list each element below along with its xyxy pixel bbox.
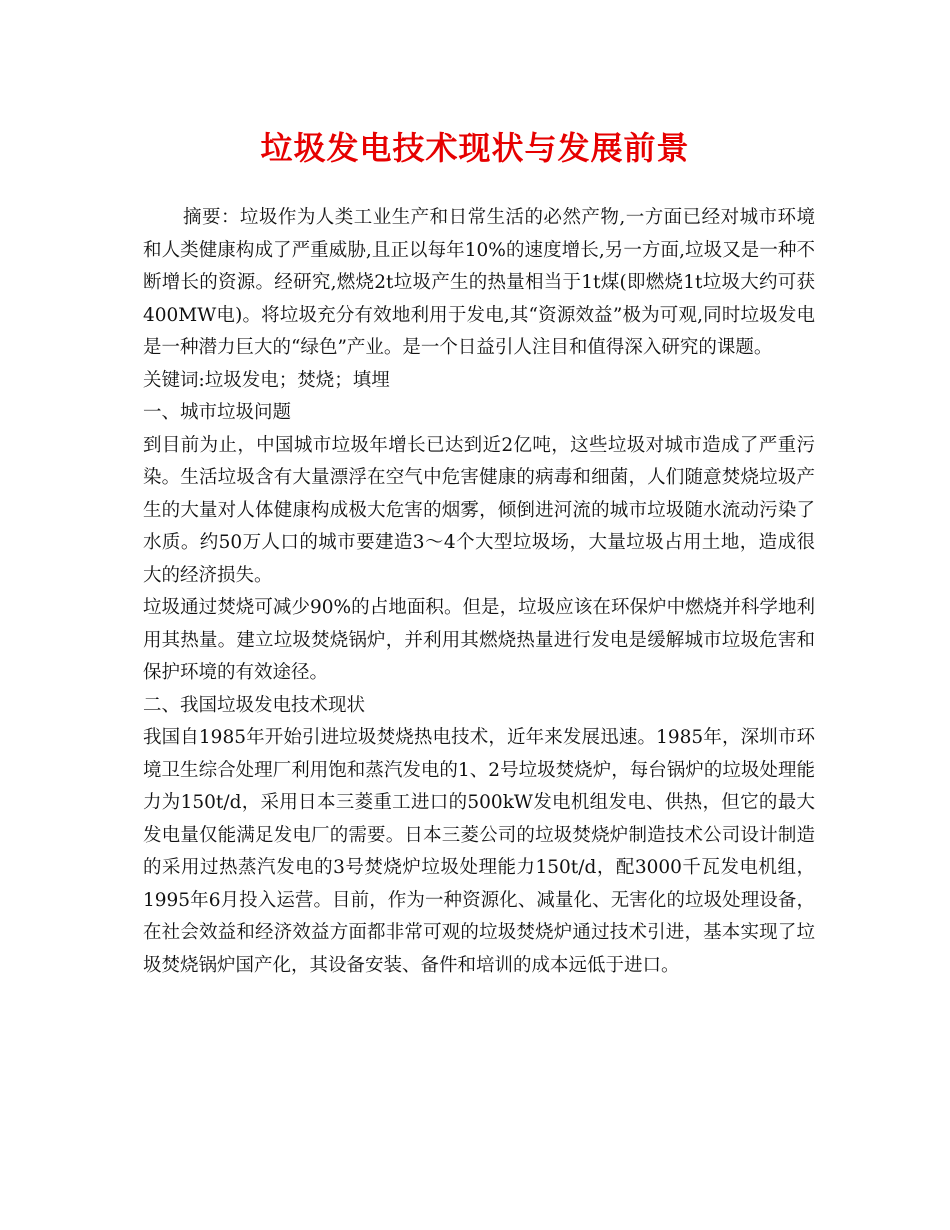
document-body: [143, 202, 815, 982]
section2-paragraph-1: 我国自1985年开始引进垃圾焚烧热电技术，近年来发展迅速。1985年，深圳市环境卫生综合处理厂利用饱和蒸汽发电的1、2号垃圾焚烧炉，每台锅炉的垃圾处理能力为150t/d，采用日本三菱重工进口的500kW发电机组发电、供热，但它的最大发电量仅能满足发电厂的需要。日本三菱公司的垃圾焚烧炉制造技术公司设计制造的采用过热蒸汽发电的3号焚烧炉垃圾处理能力150t/d，配3000千瓦发电机组，1995年6月投入运营。目前，作为一种资源化、减量化、无害化的垃圾处理设备，在社会效益和经济效益方面都非常可观的垃圾焚烧炉通过技术引进，基本实现了垃圾焚烧锅炉国产化，其设备安装、备件和培训的成本远低于进口。: [143, 727, 815, 976]
section-heading-1: 一、城市垃圾问题: [143, 402, 292, 423]
document-title: 垃圾发电技术现状与发展前景: [260, 129, 690, 167]
section-heading-2: 二、我国垃圾发电技术现状: [143, 694, 366, 716]
section1-paragraph-1: 到目前为止，中国城市垃圾年增长已达到近2亿吨，这些垃圾对城市造成了严重污染。生活垃圾含有大量漂浮在空气中危害健康的病毒和细菌，人们随意焚烧垃圾产生的大量对人体健康构成极大危害的烟雾，倾倒进河流的城市垃圾随水流动污染了水质。约50万人口的城市要建造3～4个大型垃圾场，大量垃圾占用土地，造成很大的经济损失。: [143, 434, 815, 586]
keywords-line: 关键词:垃圾发电；焚烧；填埋: [143, 369, 390, 391]
section1-paragraph-2: 垃圾通过焚烧可减少90%的占地面积。但是，垃圾应该在环保炉中燃烧并科学地利用其热量。建立垃圾焚烧锅炉，并利用其燃烧热量进行发电是缓解城市垃圾危害和保护环境的有效途径。: [143, 597, 815, 683]
abstract-paragraph: 摘要：垃圾作为人类工业生产和日常生活的必然产物,一方面已经对城市环境和人类健康构成了严重威胁,且正以每年10%的速度增长,另一方面,垃圾又是一种不断增长的资源。经研究,燃烧2t垃圾产生的热量相当于1t煤(即燃烧1t垃圾大约可获400MW电)。将垃圾充分有效地利用于发电,其“资源效益”极为可观,同时垃圾发电是一种潜力巨大的“绿色”产业。是一个日益引人注目和值得深入研究的课题。: [143, 207, 815, 358]
